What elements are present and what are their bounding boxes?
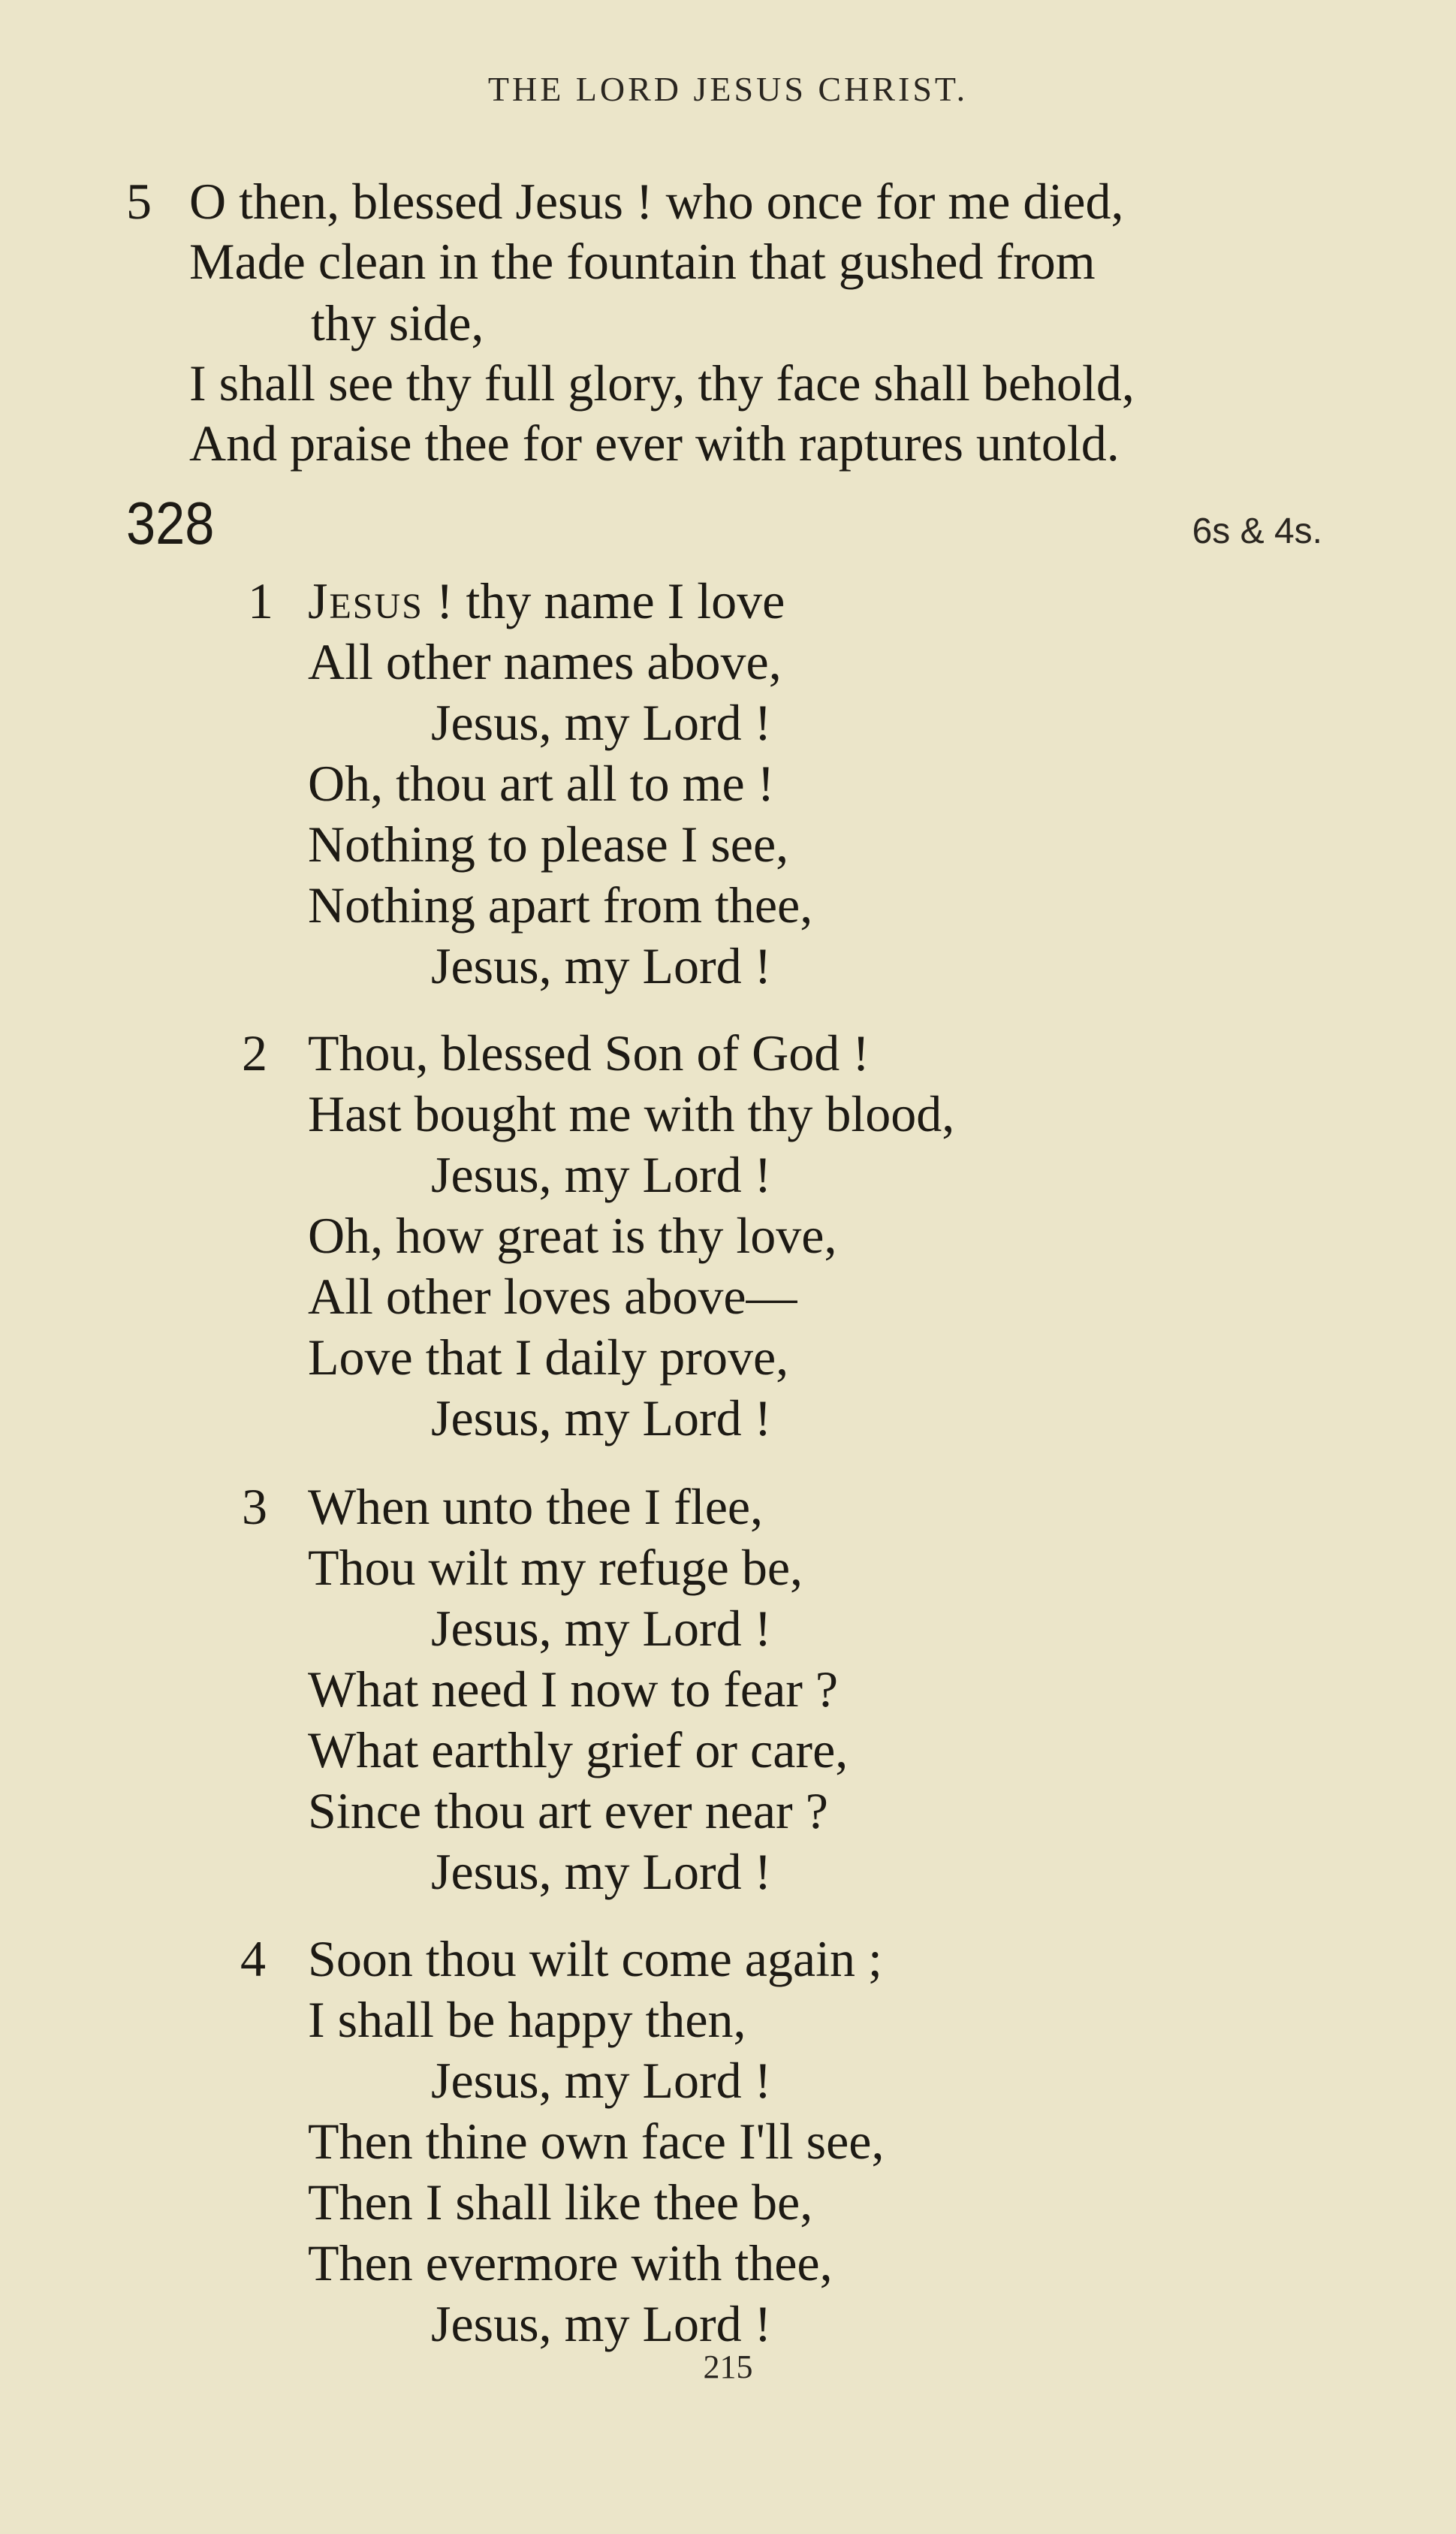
verse-line: Made clean in the fountain that gushed from (189, 233, 1096, 290)
verse-line: Thou wilt my refuge be, (308, 1539, 803, 1596)
refrain-line: Jesus, my Lord ! (431, 1600, 772, 1657)
refrain-line: Jesus, my Lord ! (431, 694, 772, 751)
verse-line: Thou, blessed Son of God ! (308, 1024, 870, 1081)
verse-line: Hast bought me with thy blood, (308, 1085, 955, 1142)
verse-line: O then, blessed Jesus ! who once for me died, (189, 173, 1124, 230)
verse-line: Then thine own face I'll see, (308, 2113, 885, 2170)
verse-line: thy side, (311, 294, 484, 351)
refrain-line: Jesus, my Lord ! (431, 937, 772, 994)
verse-line: All other loves above— (308, 1268, 797, 1325)
verse-line: And praise thee for ever with raptures untold. (189, 415, 1120, 472)
page-number: 215 (703, 2348, 753, 2385)
refrain-line: Jesus, my Lord ! (431, 1389, 772, 1446)
verse-line: Nothing to please I see, (308, 816, 789, 873)
verse-line: Soon thou wilt come again ; (308, 1930, 882, 1987)
verse-line (308, 571, 785, 631)
verse-line: I shall be happy then, (308, 1991, 746, 2048)
verse-line: When unto thee I flee, (308, 1478, 764, 1535)
verse-line: Then evermore with thee, (308, 2234, 833, 2291)
running-head: THE LORD JESUS CHRIST. (487, 70, 969, 108)
refrain-line: Jesus, my Lord ! (431, 2052, 772, 2109)
verse-line: Oh, how great is thy love, (308, 1207, 837, 1264)
refrain-line: Jesus, my Lord ! (431, 1146, 772, 1203)
verse-number: 3 (242, 1478, 267, 1535)
verse-line: Nothing apart from thee, (308, 876, 813, 934)
verse-number: 4 (240, 1930, 266, 1987)
verse-line: What earthly grief or care, (308, 1721, 849, 1778)
verse-line: All other names above, (308, 633, 782, 690)
first-line-rest: ! thy name I love (423, 572, 785, 629)
verse-line: Then I shall like thee be, (308, 2174, 813, 2231)
verse-line: Oh, thou art all to me ! (308, 755, 775, 812)
first-word: Jesus (308, 572, 424, 629)
verse-line: Since thou art ever near ? (308, 1782, 828, 1839)
refrain-line: Jesus, my Lord ! (431, 2295, 772, 2352)
verse-line: Love that I daily prove, (308, 1329, 789, 1386)
verse-number: 2 (242, 1024, 267, 1081)
hymn-number: 328 (126, 490, 215, 557)
verse-line: What need I now to fear ? (308, 1661, 839, 1718)
hymn-meter: 6s & 4s. (1192, 511, 1322, 551)
refrain-line: Jesus, my Lord ! (431, 1843, 772, 1900)
verse-number: 1 (248, 572, 273, 629)
verse-line: I shall see thy full glory, thy face shall behold, (189, 354, 1135, 412)
verse-number: 5 (126, 173, 152, 230)
